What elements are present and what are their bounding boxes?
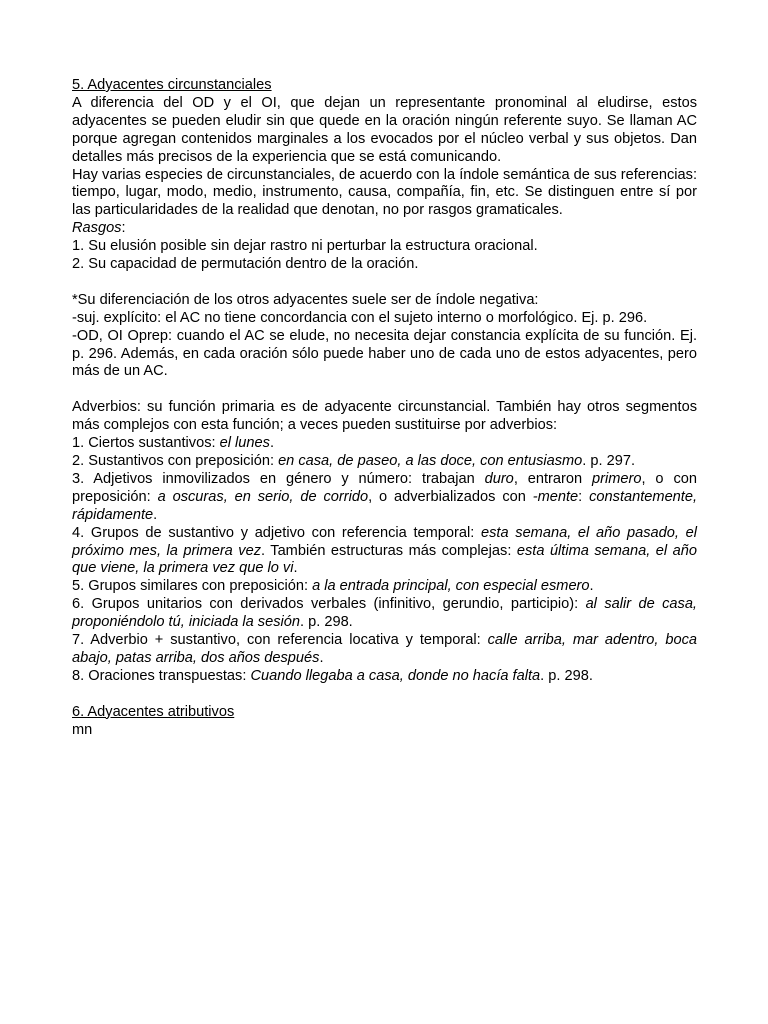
list-item-2 [72,453,697,471]
rasgos-colon: : [121,220,126,237]
example-text: esta última semana, el año que viene, la primera vez que lo vi [72,542,697,577]
list-item-text: , o con preposición: [72,470,697,505]
document-page [72,77,697,739]
intro-paragraph: A diferencia del OD y el OI, que dejan un representante pronominal al eludirse, estos adyacentes se pueden eludir sin que quede en la oración ningún referente suyo. Se llaman AC porque agregan contenidos marginales a los evocados por el núcleo verbal y sus objetos. Dan detalles más precisos de la experiencia que se está comunicando. [72,94,697,165]
list-item-text: , entraron [513,470,593,487]
example-text: el lunes [219,435,270,452]
example-text: duro [484,470,514,487]
example-text: al salir de casa, proponiéndolo tú, iniciada la sesión [72,596,697,631]
list-item-1 [72,435,697,453]
list-item-6 [72,596,697,632]
list-item-5 [72,578,697,596]
blank-line [72,274,697,292]
blank-line [72,381,697,399]
list-item-text: . [589,578,594,595]
list-item-text: 1. Ciertos sustantivos: [72,435,220,452]
list-item-8 [72,668,697,686]
example-text: esta semana, el año pasado, el próximo mes, la primera vez [72,524,697,559]
example-text: calle arriba, mar adentro, boca abajo, patas arriba, dos años después [72,632,697,666]
adverbs-intro: Adverbios: su función primaria es de adyacente circunstancial. También hay otros segmentos más complejos con esta función; a veces pueden sustituirse por adverbios: [72,399,697,434]
list-item-text: . [293,560,298,577]
list-item-text: 4. Grupos de sustantivo y adjetivo con referencia temporal: [72,524,481,541]
list-item-text: 7. Adverbio + sustantivo, con referencia locativa y temporal: [72,632,488,649]
section-6-heading [72,704,697,722]
list-item-text: 2. Sustantivos con preposición: [72,453,279,469]
rasgos-label [72,220,697,238]
example-text: constantemente, rápidamente [72,488,698,523]
example-text: -mente [532,488,579,505]
example-text: Cuando llegaba a casa, donde no hacía falta [250,667,541,684]
section-6-heading-text: 6. Adyacentes atributivos [72,703,235,720]
list-item-text: . p. 298. [540,667,593,684]
example-text: a la entrada principal, con especial esmero [312,578,590,595]
list-item-text: . p. 297. [582,453,636,469]
list-item-text: . [269,435,274,452]
rasgo-2: 2. Su capacidad de permutación dentro de la oración. [72,256,419,273]
list-item-text: 6. Grupos unitarios con derivados verbales (infinitivo, gerundio, participio): [72,596,586,613]
differentiation-subject: -suj. explícito: el AC no tiene concordancia con el sujeto interno o morfológico. Ej. p. 296. [72,309,648,326]
list-item-text: . [153,506,158,523]
list-item-4 [72,525,697,579]
list-item-text: 5. Grupos similares con preposición: [72,578,313,595]
list-item-3 [72,471,697,525]
example-text: a oscuras, en serio, de corrido [157,488,369,505]
list-item-text: . [319,649,324,666]
section-5-heading [72,77,697,95]
differentiation-objects: -OD, OI Oprep: cuando el AC se elude, no necesita dejar constancia explícita de su función. Ej. p. 296. Además, en cada oración sólo puede haber uno de cada uno de estos adyacentes, pero más de un AC. [72,327,697,380]
section-6-text: mn [72,721,93,738]
example-text: en casa, de paseo, a las doce, con entusiasmo [278,453,583,469]
list-item-text: 3. Adjetivos inmovilizados en género y número: trabajan [72,470,485,487]
rasgo-1: 1. Su elusión posible sin dejar rastro ni perturbar la estructura oracional. [72,238,538,255]
list-item-text: . También estructuras más complejas: [261,542,517,559]
list-item-text: . p. 298. [300,614,353,631]
rasgos-label-text: Rasgos [72,220,122,237]
list-item-text: 8. Oraciones transpuestas: [72,667,251,684]
differentiation-intro: *Su diferenciación de los otros adyacentes suele ser de índole negativa: [72,291,539,308]
list-item-7 [72,632,697,668]
blank-line [72,686,697,704]
example-text: primero [592,470,642,487]
list-item-text: , o adverbializados con [368,488,533,505]
types-paragraph: Hay varias especies de circunstanciales, de acuerdo con la índole semántica de sus referencias: tiempo, lugar, modo, medio, instrumento, causa, compañía, fin, etc. Se distinguen entre sí por las particularidades de la realidad que denotan, no por rasgos gramaticales. [72,166,697,219]
list-item-text: : [578,488,590,505]
section-5-heading-text: 5. Adyacentes circunstanciales [72,77,272,93]
